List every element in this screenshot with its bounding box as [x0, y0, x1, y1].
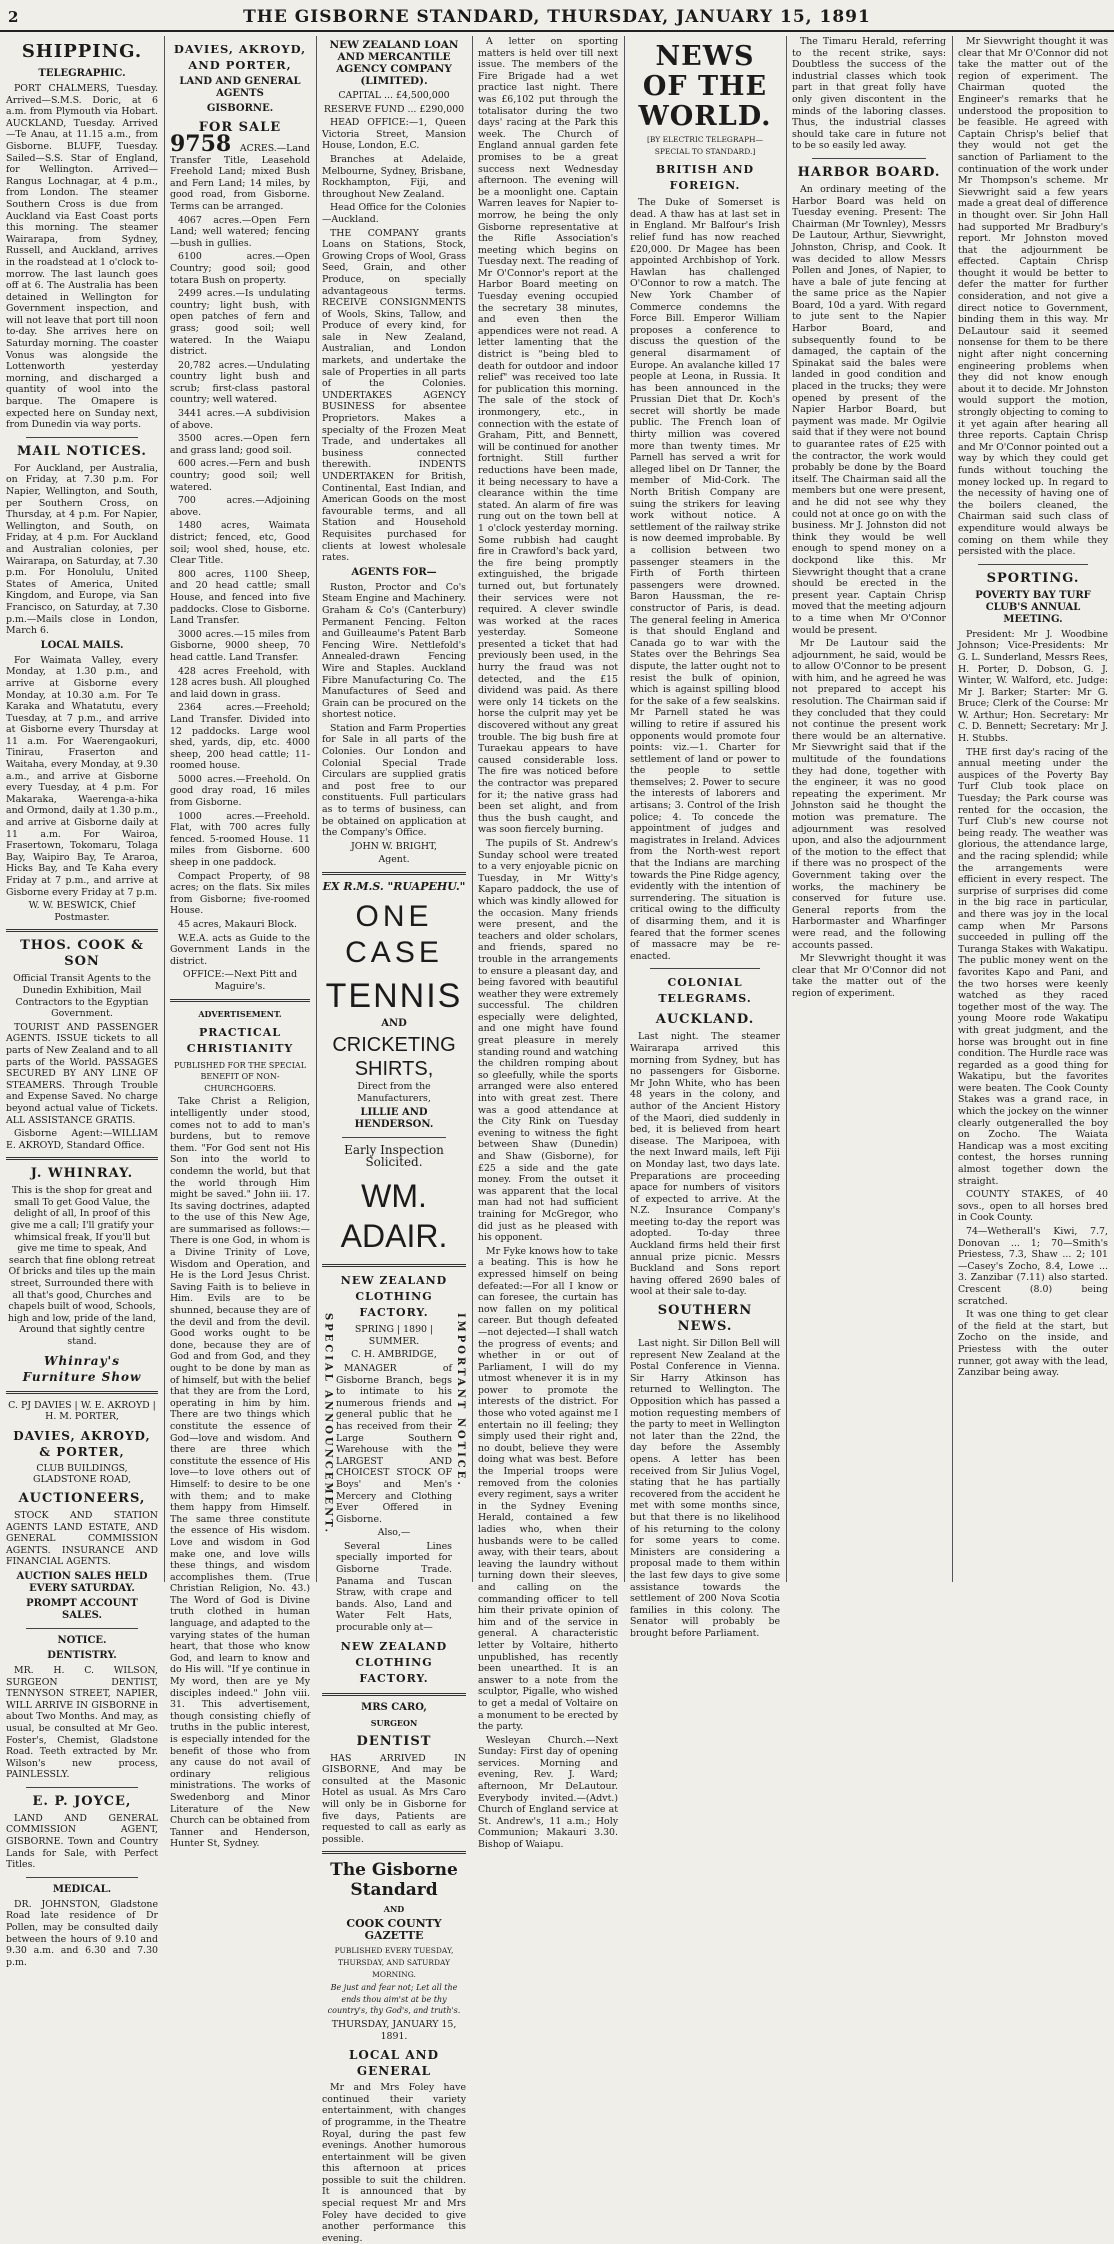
southern-text: Last night. Sir Dillon Bell will represent New Zealand at the Postal Conference in Vienna. Sir Harry Atkinson has returned to Wellington. The Opposition which has passed a motion requesting members of the party to meet in Wellington not later than the 22nd, the day before the Assembly opens. A letter has been received from Sir Julius Vogel, stating that he has partially recovered from the accident he met with some months since, but that there is no likelihood of his returning to the colony for some years to come. Ministers are considering a proposal made to them within the last few days to give some assistance towards the settlement of 200 Nova Scotia families in this colony. The Senator will probably be brought before Parliament. — [630, 1338, 780, 1639]
tennis-heading: TENNIS — [325, 977, 463, 1015]
christianity-text: Take Christ a Religion, intelligently under stood, comes not to add to man's burdens, but to remove them. "For God sent not His Son into the world to condemn the world, but that the world through Him might be saved." John iii. 17. Its saving doctrines, adapted to the use of this New Age, are summarised as follows:— There is one God, in whom is a Divine Trinity of Love, Wisdom and Operation, and He is the Lord Jesus Christ. Saving Faith is to believe in Him. Evils are to be shunned, because they are of the devil and from the devil. Good works ought to be done, because they are of God and from God, and they ought to be done by man as of himself, but with the belief that they are from the Lord, operating in him by him. There are two things which constitute the essence of God—love and wisdom. And there are three which constitute the essence of His love—to love others out of Himself: to desire to be one with them; and to make them happy from Himself. The same three constitute the essence of His wisdom. Love and wisdom in God make one, and love wills these things, and wisdom accomplishes them. (True Christian Religion, No. 43.) The Word of God is Divine truth clothed in human language, and adapted to the varying states of the human heart, that those who know God, and learn to know and do His will. "If ye continue in My word, then are ye My disciples indeed." John viii. 31. This advertisement, though consisting chiefly of truths in the public interest, is especially intended for the benefit of those who from any cause do not avail of ordinary religious ministrations. The works of Swedenborg and Minor Literature of the New Church can be obtained from Tanner and Henderson, Hunter St, Sydney. — [170, 1096, 310, 1850]
sale-item: 1480 acres, Waimata district; fenced, etc, Good soil; wool shed, house, etc. Clear Title. — [170, 520, 310, 567]
firm-heading: DAVIES, AKROYD, AND PORTER, — [173, 42, 307, 72]
reserve-line: RESERVE FUND ... £290,000 — [323, 103, 465, 115]
nzcf-manager: C. H. AMBRIDGE, — [351, 1349, 437, 1361]
harbor-continued: Mr Sievwright thought it was clear that Mr O'Connor did not take the matter out of the region of experiment. The Chairman quoted the Engineer's remarks that he understood the proposition to be feasible. He agreed with Captain Chrisp's belief that they would not get the sanction of Parliament to the continuation of the work under Mr Thompson's scheme. Mr Sievwright said a few years made a great deal of difference in thought over. Sir John Hall had supported Mr Bradbury's report. Mr Johnston moved that the adjournment be effected. Captain Chrisp thought it would be better to defer the matter for further consideration, and not give a direct notice to Government, binding them in this way. Mr DeLautour said it seemed nonsense for them to be there night after night concerning engineering problems when they did not know enough about it to decide. Mr Johnston would support the motion, strongly objecting to coming to it yet again after hearing all three reports. Captain Chrisp and Mr O'Connor pointed out a way by which they could get funds without touching the money locked up. In regard to the necessity of having one of the boilers cleaned, the Chairman said such class of expenditure would always be coming on them while they persisted with the place. — [958, 36, 1108, 558]
divider — [650, 968, 760, 969]
news-text: The pupils of St. Andrew's Sunday school were treated to a very enjoyable picnic on Tuesday, in Mr Witty's Kaparo paddock, the use of which was kindly allowed for the occasion. Many friends were present, and the teachers and older scholars, and friends, spared no trouble in the arrangements to ensure a pleasant day, and being favored with beautiful weather they were extremely successful. The children especially were delighted, and one might have found great pleasure in merely standing round and watching the children romping about so gleefully, while the sports arranged were also entered into with great zest. There was a good attendance at the City Rink on Tuesday evening to witness the fight between Shaw (Dunedin) and Shaw (Gisborne), for £25 a side and the gate money. From the outset it was apparent that the local man had not had sufficient training for McGregor, who did just as he pleased with his opponent. — [478, 837, 618, 1244]
sale-item: 3000 acres.—15 miles from Gisborne, 9000 sheep, 70 head cattle. Land Transfer. — [170, 628, 310, 663]
column-rule — [472, 36, 473, 1582]
whinray-verse: This is the shop for great and small To get Good Value, the delight of all, In proof of this give me a call; I'll gratify your whimsical freak, If you'll but give me time to speak, And search that fine oblong retreat Of bricks and tiles up the main street, Surrounded there with all that's good, Churches and chapels built of wood, Schools, high and low, pride of the land, Around that sightly centre stand. — [7, 1185, 157, 1347]
dentistry-heading: DENTISTRY. — [47, 1649, 117, 1661]
results-tail: It was one thing to get clear of the field at the start, but Zocho on the inside, and Priestess with the outer runner, got away with the lead, Zanzibar being away. — [958, 1309, 1108, 1379]
nzcf-footer: NEW ZEALAND CLOTHING FACTORY. — [340, 1639, 448, 1685]
local-general-heading: LOCAL AND GENERAL — [348, 2048, 440, 2079]
christianity-heading: PRACTICAL CHRISTIANITY — [186, 1025, 294, 1055]
inspection-line: Early Inspection Solicited. — [344, 1143, 444, 1170]
issue-date: THURSDAY, JANUARY 15, 1891. — [331, 2018, 457, 2042]
divider — [322, 1264, 466, 1267]
local-mails-text: For Waimata Valley, every Monday, at 1.30 p.m., and arrive at Gisborne every Monday, at 10.30 a.m. For Te Karaka and Whatatutu, every Tuesday, at 7 p.m., and arrive at Gisborne every Thursday at 11 a.m. For Waerengaokuri, Tinirau, Fraserton and Waitaha, every Monday, at 9.30 a.m., and arrive at Gisborne every Tuesday, at 4 p.m. For Makaraka, Waerenga-a-hika and Ormond, daily at 1.30 p.m., and arrive at Gisborne daily at 11 a.m. For Wairoa, Frasertown, Tokomaru, Tolaga Bay, Waipiro Bay, Te Araroa, Hicks Bay, and Te Kaha every Friday at 7 p.m., and arrive at Gisborne every Friday at 7 p.m. — [6, 654, 158, 898]
caro-heading: MRS CARO, — [361, 1701, 427, 1713]
sale-item: 20,782 acres.—Undulating country light bush and scrub; first-class pastoral country; well watered. — [170, 359, 310, 406]
gazette-title: COOK COUNTY GAZETTE — [346, 1917, 442, 1943]
advertisement-label: ADVERTISEMENT. — [198, 1008, 282, 1019]
agents-text: Ruston, Proctor and Co's Steam Engine and Machinery. Graham & Co's (Canterbury) Permanent Fencing. Felton and Guilleaume's Patent Barb Fencing Wire. Nettlefold's Annealed-drawn Fencing Wire and Staples. Auckland Fibre Manufacturing Co. The Manufactures of Seed and Grain can be procured on the shortest notice. — [322, 581, 466, 721]
agent-name: JOHN W. BRIGHT, — [351, 840, 437, 852]
davies-text: STOCK AND STATION AGENTS LAND ESTATE, AND GENERAL COMMISSION AGENTS. INSURANCE AND FINANCIAL AGENTS. — [6, 1509, 158, 1568]
divider — [26, 1877, 138, 1878]
cook-text: TOURIST AND PASSENGER AGENTS. ISSUE tickets to all parts of New Zealand and to all parts of the World. PASSAGES SECURED BY ANY LINE OF STEAMERS. Through Trouble and Expense Saved. No charge beyond actual value of Tickets. ALL ASSISTANCE GRATIS. — [6, 1021, 158, 1126]
hq-colonies: Head Office for the Colonies—Auckland. — [322, 202, 466, 225]
divider — [812, 158, 926, 159]
joyce-text: LAND AND GENERAL COMMISSION AGENT, GISBORNE. Town and Country Lands for Sale, with Perfect Titles. — [6, 1812, 158, 1871]
station-text: Station and Farm Properties for Sale in all parts of the Colonies. Our London and Colonial Special Trade Circulars are supplied gratis and post free to our constituents. Full particulars as to terms of business, can be obtained on application at the Company's Office. — [322, 722, 466, 839]
divider — [978, 564, 1088, 565]
auckland-text: Last night. The steamer Wairarapa arrived this morning from Sydney, but has no passengers for Gisborne. Mr John White, who has been 48 years in the colony, and author of the Ancient History of the Maori, died suddenly in bed, it is believed from heart disease. The Maripoea, with the next Inward mails, left Fiji on Monday last, two days late. Preparations are proceeding apace for numbers of visitors of expected to arrive. At the N.Z. Insurance Company's meeting to-day the report was adopted. To-day three Auckland firms held their first annual prize picnic. Messrs Buckland and Sons report having offered 2690 bales of wool at their sale to-day. — [630, 1031, 780, 1298]
caro-text: HAS ARRIVED IN GISBORNE, And may be consulted at the Masonic Hotel as usual. As Mrs Caro will only be in Gisborne for five days, Patients are requested to call as early as possible. — [322, 1752, 466, 1845]
divider — [26, 437, 138, 438]
harbor-text-3: Mr Slevwright thought it was clear that Mr O'Connor did not take the matter out of the region of experiment. — [792, 953, 946, 999]
office-address: OFFICE:—Next Pitt and Maguire's. — [182, 969, 298, 992]
sale-item: Compact Property, of 98 acres; on the flats. Six miles from Gisborne; five-roomed House. — [170, 870, 310, 917]
sale-item: 800 acres, 1100 Sheep, and 20 head cattle; small House, and fenced into five paddocks. Close to Gisborne. Land Transfer. — [170, 568, 310, 627]
standard-title: The Gisborne Standard — [330, 1860, 458, 1901]
and-label: AND — [381, 1018, 407, 1029]
shipping-heading: SHIPPING. — [21, 41, 143, 62]
column-4 — [474, 36, 622, 1851]
column-7 — [954, 36, 1112, 1582]
agents-for-heading: AGENTS FOR— — [351, 566, 437, 578]
sale-item: 700 acres.—Adjoining above. — [170, 495, 310, 518]
nzcf-season: SPRING | 1890 | SUMMER. — [354, 1324, 434, 1347]
nzcf-advert — [322, 1273, 466, 1686]
local-general-text: Mr and Mrs Foley have continued their variety entertainment, with changes of programme, in the Theatre Royal, during the past few evenings. Another humorous entertainment will be given this afternoon at prices possible to suit the children. It is announced that by special request Mr and Mrs Foley have decided to give another performance this evening. — [322, 2082, 466, 2244]
divider — [26, 1628, 138, 1629]
nz-loan-heading: NEW ZEALAND LOAN AND MERCANTILE AGENCY COMPANY (LIMITED). — [329, 39, 459, 87]
sale-item: 6100 acres.—Open Country; good soil; good totara Bush on property. — [170, 251, 310, 286]
banner-left: SPECIAL ANNOUNCEMENT. — [322, 1313, 334, 1536]
column-1 — [2, 36, 162, 1968]
capital-line: CAPITAL ... £4,500,000 — [338, 90, 450, 101]
motto: Be just and fear not; Let all the ends thou aim'st at be thy country's, thy God's, and truth's. — [327, 1983, 461, 2016]
officials: President: Mr J. Woodbine Johnson; Vice-Presidents: Mr G. L. Sunderland, Messrs Rees, H. Porter, D. Dobson, G. J. Winter, W. Walford, etc. Judge: Mr J. Barker; Starter: Mr G. Bruce; Clerk of the Course: Mr W. Arthur; Hon. Secretary: Mr C. D. Bennett; Secretary: Mr J. H. Stubbs. — [958, 628, 1108, 745]
newspaper-title: THE GISBORNE STANDARD, THURSDAY, JANUARY 15, 1891 — [243, 7, 871, 27]
davies-partners: C. PJ DAVIES | W. E. AKROYD | H. M. PORTER, — [8, 1399, 156, 1423]
whinray-heading: J. WHINRAY. — [30, 1166, 134, 1182]
harbor-board-heading: HARBOR BOARD. — [797, 164, 941, 180]
branches: Branches at Adelaide, Melbourne, Sydney, Brisbane, Rockhampton, Fiji, and throughout New Zealand. — [322, 153, 466, 200]
sporting-text: THE first day's racing of the annual meeting under the auspices of the Poverty Bay Turf Club took place on Tuesday; the Park course was rented for the occasion, the Turf Club's new course not being ready. The weather was glorious, the attendance large, and the racing splendid; while the arrangements were efficient in every respect. The surprise of surprises did come in the big race in particular, and there was joy in the local camp when Mr Parsons succeeded in pulling off the Turanga Stakes with Wakatipu. The public money went on the favorites Kapo and Pani, and the two horses were keenly watched as they raced together most of the way. The young Moore rode Wakatipu with great judgment, and the horse was brought out in fine condition. The Hurdle race was regarded as a good thing for Wakatipu, but the favorites were beaten. The Cook County Stakes was a grand race, in which the jockey on the winner clearly outgeneralled the boy on Zocho. The Waiata Handicap was a most exciting contest, the horses running almost together down the straight. — [958, 746, 1108, 1187]
column-5 — [626, 36, 784, 1639]
sale-item: 1000 acres.—Freehold. Flat, with 700 acres fully fenced. 5-roomed House. 11 miles from Gisborne. 600 sheep in one paddock. — [170, 810, 310, 869]
church-notices: Wesleyan Church.—Next Sunday: First day of opening services. Morning and evening, Rev. J. Ward; afternoon, Mr DeLautour. Everybody invited.—(Advt.) Church of England service at St. Andrew's, 11 a.m.; Holy Communion; Makauri 3.30. Bishop of Waiapu. — [478, 1734, 618, 1851]
medical-heading: MEDICAL. — [52, 1883, 112, 1895]
shipping-text: PORT CHALMERS, Tuesday. Arrived—S.M.S. Doric, at 6 a.m. from Plymouth via Hobart. AUCKLAND, Tuesday. Arrived—Te Anau, at 11.15 a.m., from Gisborne. BLUFF, Tuesday. Sailed—S.S. Star of England, for Wellington. Arrived—Rangus Lochnagar, at 4 p.m., from London. The steamer Southern Cross is due from Auckland via East Coast ports this morning. The steamer Wairarapa, from Sydney, Russell, and Auckland, arrives in the roadstead at 1 o'clock to-morrow. The last launch goes off at 6. The Australia has been detained in Wellington for Government inspection, and will not leave that port till noon to-day. She arrives here on Saturday morning. The coaster Vonus was alongside the Lottenworth yesterday morning, and discharged a quantity of wool into the barque. The Omapere is expected here on Sunday next, from Dunedin via way ports. — [6, 83, 158, 431]
cook-subtitle: Official Transit Agents to the Dunedin Exhibition, Mail Contractors to the Egyptian Government. — [13, 973, 151, 1020]
nzcf-text2: Several Lines specially imported for Gisborne Trade. Panama and Tuscan Straw, with crape and bands. Also, Land and Water Felt Hats, procurable only at— — [336, 1540, 452, 1634]
harbor-text: An ordinary meeting of the Harbor Board was held on Tuesday evening. Present: The Chairman (Mr Townley), Messrs De Lautour, Arthur, Sievwright, Johnston, Chrisp, and Cook. It was decided to allow Messrs Pollen and Jones, of Napier, to have a bale of jute fencing at the same price as the Napier Board, 10d a yard. With regard to jute sent to the Napier Harbor Board, and subsequently found to be damaged, the captain of the Spinakat said the bales were landed in good condition and placed in the trucks; they were opened by present of the Napier Harbor Board, but payment was made. Mr Ogilvie said that if they were not bound to guarantee rates of £25 with the contractor, the work would probably be done by the Board itself. The Chairman said all the members but one were present, and he did not see why they could not at once go on with the business. Mr J. Johnston did not think they would be well enough to spend money on a dockpond like this. Mr Sievwright thought that a crane should be erected in the present year. Captain Chrisp moved that the meeting adjourn to a time when Mr O'Connor would be present. — [792, 183, 946, 636]
sale-item: 2364 acres.—Freehold; Land Transfer. Divided into 12 paddocks. Large wool shed, yards, dip, etc. 4000 sheep, 200 head cattle; 11-roomed house. — [170, 702, 310, 772]
divider — [342, 1137, 446, 1138]
auction-days: AUCTION SALES HELD EVERY SATURDAY. — [16, 1570, 148, 1594]
news-text: Mr Fyke knows how to take a beating. This is how he expressed himself on being defeated:—For all I know or can foresee, the curtain has now fallen on my political career. But though defeated—not dejected—I shall watch the progress of events; and whether in or out of Parliament, I will do my utmost whenever it is in my power to promote the interests of the district. For those who voted against me I entertain no ill feeling; they simply used their right and, no doubt, believe they were doing what was best. Before the Imperial troops were removed from the colonies every regiment, says a writer in the Sydney Evening Herald, contained a few ladies who, when their husbands were to be called away, with their tears, about leaving the laundry without turning down their sleeves, and calling on the commanding officer to tell him their private opinion of him and of the service in general. A characteristic letter by Voltaire, hitherto unpublished, has recently been unearthed. It is an answer to a note from the sculptor, Pigalle, who wished to get a medal of Voltaire on a monument to be erected by the party. — [478, 1245, 618, 1733]
medical-text: DR. JOHNSTON, Gladstone Road late residence of Dr Pollen, may be consulted daily between the hours of 9.10 and 9.30 a.m. and 6.30 and 7.30 p.m. — [6, 1898, 158, 1968]
auckland-heading: AUCKLAND. — [655, 1012, 755, 1028]
cricket-heading: CRICKETING SHIRTS, — [332, 1034, 456, 1080]
mail-notices-heading: MAIL NOTICES. — [17, 443, 147, 459]
sale-item: 3500 acres.—Open fern and grass land; good soil. — [170, 433, 310, 456]
notice-heading: NOTICE. — [57, 1634, 107, 1646]
postmaster-signature: W. W. BESWICK, Chief Postmaster. — [28, 900, 136, 923]
column-rule — [624, 36, 625, 1582]
divider — [26, 1787, 138, 1788]
turf-club-heading: POVERTY BAY TURF CLUB'S ANNUAL MEETING. — [975, 589, 1091, 625]
results-heading: COUNTY STAKES, of 40 sovs., open to all horses bred in Cook County. — [958, 1189, 1108, 1224]
southern-heading: SOUTHERN NEWS. — [657, 1303, 753, 1335]
joyce-heading: E. P. JOYCE, — [32, 1793, 132, 1809]
agent-title: Agent. — [378, 854, 410, 866]
column-rule — [316, 36, 317, 1582]
column-2 — [166, 36, 314, 1850]
caro-sub: SURGEON — [370, 1717, 418, 1728]
colonial-heading: COLONIAL TELEGRAMS. — [658, 976, 752, 1006]
sporting-heading: SPORTING. — [986, 570, 1080, 586]
land-guide: W.E.A. acts as Guide to the Government Lands in the district. — [170, 932, 310, 967]
news-subheading: [BY ELECTRIC TELEGRAPH—SPECIAL TO STANDARD.] — [646, 135, 764, 156]
caro-dentist: DENTIST — [356, 1733, 432, 1749]
divider — [6, 929, 158, 932]
auctioneers-heading: AUCTIONEERS, — [18, 1490, 146, 1506]
timaru-text: The Timaru Herald, referring to the recent strike, says: Doubtless the success of the industrial classes which took part in that great folly have only given discontent in the minds of the laboring classes. Thus, the industrial classes should take care in future not to be so easily led away. — [792, 36, 946, 152]
firm-place: GISBORNE. — [206, 103, 274, 114]
ex-ship-heading: EX R.M.S. "RUAPEHU." — [322, 880, 466, 893]
local-mails-heading: LOCAL MAILS. — [40, 639, 124, 651]
publication-days: PUBLISHED EVERY TUESDAY, THURSDAY, AND SATURDAY MORNING. — [334, 1946, 454, 1979]
banner-right: IMPORTANT NOTICE. — [455, 1313, 466, 1489]
christianity-subtitle: PUBLISHED FOR THE SPECIAL BENEFIT OF NON-CHURCHGOERS. — [173, 1060, 307, 1093]
sale-item: ACRES.—Land Transfer Title, Leasehold Freehold Land; mixed Bush and Fern Land; 14 miles, by good road, from Gisborne. Terms can be arranged. — [170, 143, 310, 212]
dentist-text: MR. H. C. WILSON, SURGEON DENTIST, TENNYSON STREET, NAPIER, WILL ARRIVE IN GISBORNE in about Two Months. And may, as usual, be consulted at Mr Geo. Foster's, Chemist, Gladstone Road. Teeth extracted by Mr. Wilson's new process, PAINLESSLY. — [6, 1664, 158, 1781]
divider — [6, 1391, 158, 1394]
masthead — [0, 0, 1114, 32]
head-office: HEAD OFFICE:—1, Queen Victoria Street, Mansion House, London, E.C. — [322, 117, 466, 152]
big-acre-number: 9758 — [170, 131, 232, 157]
divider — [6, 1157, 158, 1160]
results: 74—Wetherall's Kiwi, 7.7, Donovan ... 1; 70—Smith's Priestess, 7.3, Shaw ... 2; 101—Casey's Zocho, 8.4, Lowe ... 3. Zanzibar (7.11) also started. Crescent (8.0) being scratched. — [958, 1226, 1108, 1307]
british-text: The Duke of Somerset is dead. A thaw has at last set in in England. Mr Balfour's Irish relief fund has now reached £20,000. Dr Magee has been appointed Archbishop of York. Hawlan has challenged O'Connor to row a match. The New York Chamber of Commerce condemns the Force Bill. Emperor William proposes a conference to discuss the question of the general disarmament of Europe. An avalanche killed 17 people at Leona, in Russia. It has been announced in the Prussian Diet that Dr. Koch's secret will shortly be made public. The French loan of thirty million was covered more than twenty times. Mr Parnell has served a writ for alleged libel on Dr Tanner, the member of Mid-Cork. The North British Company are suing the strikers for leaving work without notice. A settlement of the railway strike is now deemed improbable. By a collision between two passenger steamers in the Firth of Forth thirteen passengers were drowned. Baron Haussman, the re-constructor of Paris, is dead. The general feeling in America is that should England and Canada go to war with the States over the Behrings Sea dispute, the latter ought not to resist the bulk of opinion, which is against spilling blood for the sake of a few sealskins. Mr Parnell stated he was willing to retire if assured his opponents would promote four points: viz.—1. Charter for settlement of land or power to the people to settle themselves; 2. Power to secure the interests of laborers and artisans; 3. Control of the Irish police; 4. To concede the appointment of judges and magistrates in Ireland. Advices from the North-west report that the Indians are marching towards the Pine Ridge agency, evidently with the intention of surrendering. The situation is critical owing to the difficulty of disarming them, and it is feared that the former scenes of massacre may be re-enacted. — [630, 197, 780, 962]
harbor-text-2: Mr De Lautour said the adjournment, he said, would be to allow O'Connor to be present with him, and he agreed he was not prepared to accept his resolution. The Chairman said if they concluded that they could not continue the present work there would be an alternative. Mr Sievwright said that if the multitude of the foundations they had done, together with the engineer, it was no good repeating the experiment. Mr Johnston said he thought the motion was premature. The adjournment was resolved upon, and also the adjournment of the motion to the effect that if there was no prospect of the Government taking over the works, the machinery be conserved for future use. General reports from the Harbormaster and Wharfinger were read, and the following accounts passed. — [792, 638, 946, 951]
nz-loan-text: THE COMPANY grants Loans on Stations, Stock, Growing Crops of Wool, Grass Seed, Grain, and other Produce, on specially advantageous terms. RECEIVE CONSIGNMENTS of Wools, Skins, Tallow, and Produce of every kind, for sale in New Zealand, Australian, and London markets, and undertake the sale of Properties in all parts of the Colonies. UNDERTAKES AGENCY BUSINESS for absentee Proprietors. Makes a specialty of the Frozen Meat Trade, and undertakes all business connected therewith. INDENTS UNDERTAKEN for British, Continental, East Indian, and American Goods on the most favourable terms, and all Station and Household Requisites purchased for clients at lowest wholesale rates. — [322, 227, 466, 564]
divider — [322, 872, 466, 875]
news-text: A letter on sporting matters is held over till next issue. The members of the Fire Brigade had a wet practice last night. There was £6,102 put through the totalisator during the two days' racing at the Park this week. The Church of England annual garden fete promises to be a great success next Wednesday afternoon. The evening will be a moonlight one. Captain Warren leaves for Napier to-morrow, he being the only Gisborne representative at the Rifle Association's meeting which begins on Tuesday next. The reading of Mr O'Connor's report at the Harbor Board meeting on Tuesday evening occupied the secretary 38 minutes, and even then the appendices were not read. A letter lamenting that the district is "being bled to death for outdoor and indoor relief" was received too late for publication this morning. The sale of the stock of ironmongery, etc., in connection with the estate of Graham, Pitt, and Bennett, will be continued for another fortnight. Still further reductions have been made, it being necessary to have a clearance within the time stated. An alarm of fire was rung out on the town bell at 1 o'clock yesterday morning. Some rubbish had caught fire in Crawford's back yard, the fire being promptly extinguished, the brigade turned out, but fortunately their services were not required. A clever swindle was worked at the races yesterday. Someone presented a ticket that had previously been used, in the hurry the fraud was not detected, and the £15 dividend was paid. As there were only 14 tickets on the horse the culprit may yet be discovered without any great trouble. The big bush fire at Turaekau appears to have caused considerable loss. The fire was noticed before the contractor was prepared for it; the native grass had been set alight, and from thus the bush caught, and was soon fiercely burning. — [478, 36, 618, 836]
nzcf-text: MANAGER of Gisborne Branch, begs to intimate to his numerous friends and general public that he has received from their Large Southern Warehouse with the LARGEST AND CHOICEST STOCK OF Boys' and Men's Mercery and Clothing Ever Offered in Gisborne. — [336, 1362, 452, 1525]
column-6 — [788, 36, 950, 1582]
standard-and: AND — [383, 1904, 405, 1915]
sale-item: 5000 acres.—Freehold. On good dray road, 16 miles from Gisborne. — [170, 773, 310, 809]
sale-item: 600 acres.—Fern and bush country; good soil; well watered. — [170, 458, 310, 493]
cook-heading: THOS. COOK & SON — [20, 938, 144, 970]
prompt-sales: PROMPT ACCOUNT SALES. — [26, 1597, 138, 1621]
divider — [322, 1693, 466, 1696]
british-heading: BRITISH AND FOREIGN. — [655, 163, 755, 193]
for-sale-heading: FOR SALE — [198, 120, 282, 135]
firm-subheading: LAND AND GENERAL AGENTS — [179, 76, 301, 99]
divider — [170, 999, 310, 1002]
davies-heading: DAVIES, AKROYD, & PORTER, — [13, 1428, 151, 1459]
column-rule — [164, 36, 165, 1582]
column-3 — [318, 36, 470, 2244]
column-rule — [952, 36, 953, 1582]
lillie-henderson: LILLIE AND HENDERSON. — [354, 1107, 434, 1131]
news-of-world-heading: NEWS OF THE WORLD. — [638, 41, 772, 132]
sale-item: 4067 acres.—Open Fern Land; well watered; fencing—bush in gullies. — [170, 214, 310, 249]
sale-item: 45 acres, Makauri Block. — [178, 919, 297, 930]
adair-name: WM. ADAIR. — [340, 1178, 448, 1255]
cook-agent: Gisborne Agent:—WILLIAM E. AKROYD, Standard Office. — [6, 1128, 158, 1151]
telegraphic-heading: TELEGRAPHIC. — [38, 68, 126, 79]
page-number: 2 — [8, 8, 19, 26]
nzcf-heading: NEW ZEALAND CLOTHING FACTORY. — [340, 1274, 448, 1320]
sale-item: 3441 acres.—A subdivision of above. — [170, 408, 310, 431]
also-label: Also,— — [377, 1527, 411, 1539]
davies-address: CLUB BUILDINGS, GLADSTONE ROAD, — [32, 1462, 132, 1486]
sale-item: 428 acres Freehold, with 128 acres bush. All ploughed and laid down in grass. — [170, 665, 310, 700]
direct-line: Direct from the Manufacturers, — [357, 1081, 431, 1104]
whinray-show: Whinray's Furniture Show — [22, 1353, 142, 1384]
one-case-heading: ONE CASE — [345, 900, 443, 969]
column-rule — [786, 36, 787, 1582]
sale-item: 2499 acres.—Is undulating country; light bush, with open patches of fern and grass; good soil; well watered. In the Waiapu district. — [170, 288, 310, 358]
mail-text: For Auckland, per Australia, on Friday, at 7.30 p.m. For Napier, Wellington, and South, per Southern Cross, on Thursday, at 4 p.m. For Napier, Wellington, and South, on Friday, at 4 p.m. For Auckland and Australian colonies, per Wairarapa, on Saturday, at 7.30 p.m. For Honolulu, United States of America, United Kingdom, and Europe, via San Francisco, on Saturday, at 7.30 p.m.—Mails close in London, March 6. — [6, 462, 158, 637]
divider — [322, 1851, 466, 1854]
